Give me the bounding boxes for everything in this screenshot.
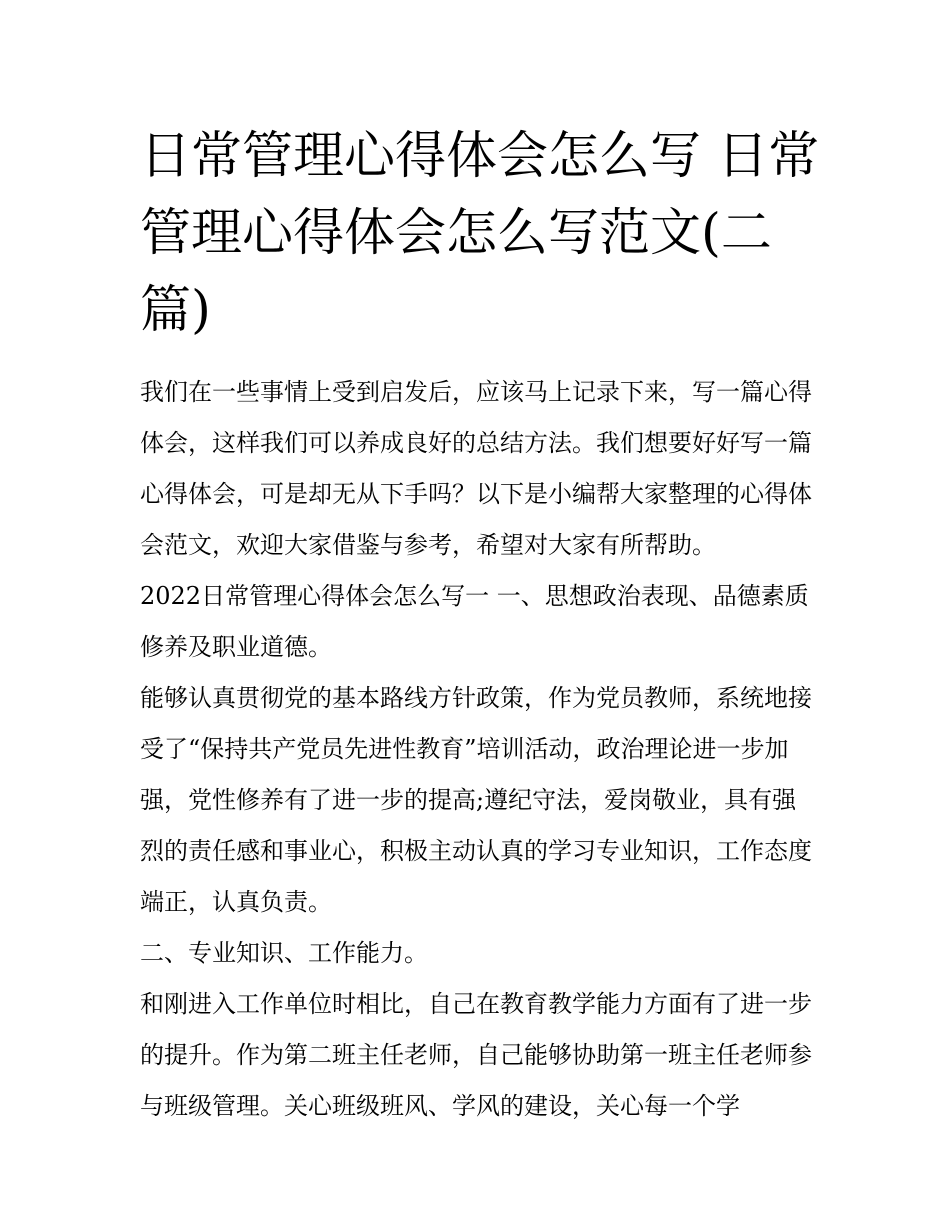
document-title: 日常管理心得体会怎么写 日常管理心得体会怎么写范文(二篇)	[140, 127, 820, 340]
document-body	[140, 367, 820, 1132]
document-content	[140, 118, 820, 1132]
paragraph-section-one-heading: 2022日常管理心得体会怎么写一 一、思想政治表现、品德素质修养及职业道德。	[140, 582, 809, 661]
paragraph-section-two-heading: 二、专业知识、工作能力。	[140, 939, 428, 967]
paragraph-political-performance: 能够认真贯彻党的基本路线方针政策，作为党员教师，系统地接受了“保持共产党员先进性教育”培训活动，政治理论进一步加强，党性修养有了进一步的提高;遵纪守法，爱岗敬业，具有强烈的责任感和事业心，积极主动认真的学习专业知识，工作态度端正，认真负责。	[140, 684, 812, 916]
paragraph-work-ability: 和刚进入工作单位时相比，自己在教育教学能力方面有了进一步的提升。作为第二班主任老师，自己能够协助第一班主任老师参与班级管理。关心班级班风、学风的建设，关心每一个学	[140, 990, 812, 1120]
paragraph-intro: 我们在一些事情上受到启发后，应该马上记录下来，写一篇心得体会，这样我们可以养成良好的总结方法。我们想要好好写一篇心得体会，可是却无从下手吗？以下是小编帮大家整理的心得体会范文，欢迎大家借鉴与参考，希望对大家有所帮助。	[140, 378, 812, 559]
